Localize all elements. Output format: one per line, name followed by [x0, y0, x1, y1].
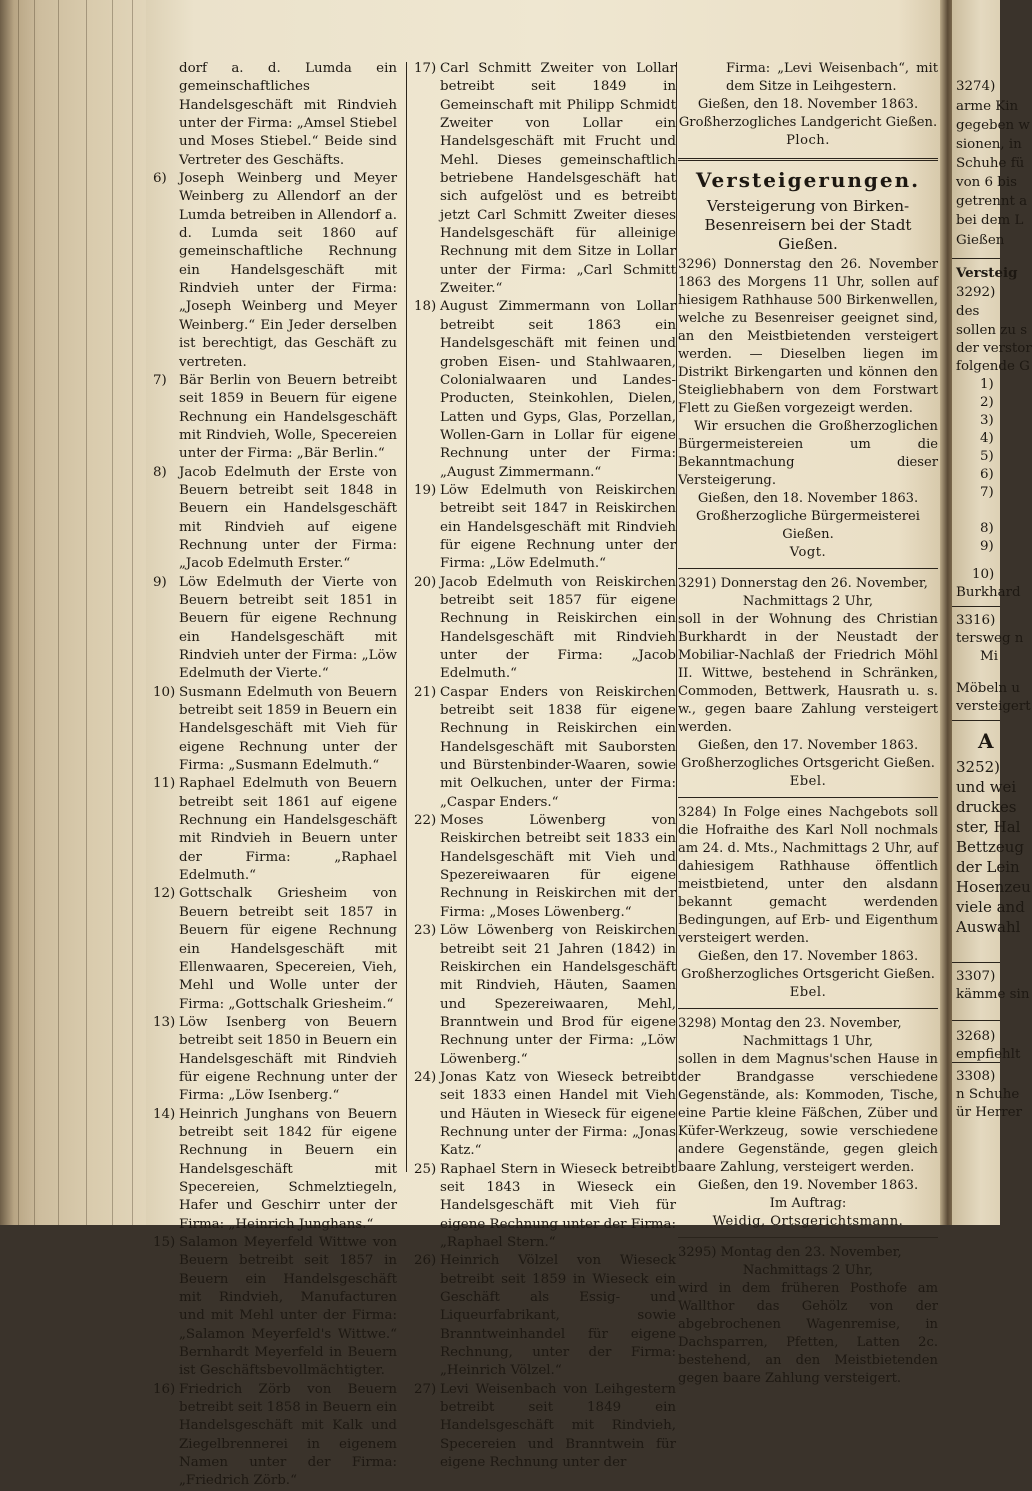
facing-page-line: 3307): [956, 969, 996, 984]
entry-27: 27) Levi Weisenbach von Leihgestern betreibt seit 1849 ein Handelsgeschäft mit Rindvieh, Specereien und Branntwein für eigene Rechnung unter der: [414, 1381, 676, 1471]
entry-15: 15) Salamon Meyerfeld Wittwe von Beuern betreibt seit 1857 in Beuern ein Handelsgeschäft mit Rindvieh, Manufacturen und mit Mehl unter der Firma: „Salamon Meyerfeld's Wittwe.“ Bernhardt Meyerfeld in Beuern ist Geschäftsbevollmächtigter.: [153, 1235, 397, 1379]
notice-divider: [678, 797, 938, 798]
facing-page-line: tersweg n: [956, 631, 1024, 646]
entry-6: 6) Joseph Weinberg und Meyer Weinberg zu Allendorf an der Lumda betreiben in Allendorf a. d. Lumda seit 1860 auf gemeinschaftliche Rechnung ein Handelsgeschäft mit Rindvieh unter der Firma: „Joseph Weinberg und Meyer Weinberg.“ Ein Jeder derselben ist berechtigt, das Geschäft zu vertreten.: [153, 171, 397, 370]
entry-16: 16) Friedrich Zörb von Beuern betreibt seit 1858 in Beuern ein Handelsgeschäft mit Kalk und Ziegelbrennerei in eigenem Namen unter der Firma: „Friedrich Zörb.“: [153, 1381, 397, 1489]
facing-page-line: ür Herrer: [956, 1105, 1023, 1120]
entry-8: 8) Jacob Edelmuth der Erste von Beuern betreibt seit 1848 in Beuern ein Handelsgeschäft mit Rindvieh auf eigene Rechnung unter der Firma: „Jacob Edelmuth Erster.“: [153, 464, 397, 572]
entry-12: 12) Gottschalk Griesheim von Beuern betreibt seit 1857 in Beuern für eigene Rechnung ein Handelsgeschäft mit Ellenwaaren, Specereien, Vieh, Mehl und Wolle unter der Firma: „Gottschalk Griesheim.“: [153, 886, 397, 1012]
facing-page-line: arme Kin: [956, 99, 1019, 114]
notice-3298-head: 3298) Montag den 23. November,: [678, 1016, 902, 1031]
entry-24: 24) Jonas Katz von Wieseck betreibt seit 1833 einen Handel mit Vieh und Häuten in Wieseck für eigene Rechnung unter der Firma: „Jonas Katz.“: [414, 1069, 676, 1159]
facing-page-line: Bettzeug: [956, 838, 1024, 856]
facing-page-line: von 6 bis: [956, 175, 1018, 190]
facing-page-line: 9): [980, 539, 994, 554]
notice-date: Gießen, den 18. November 1863.: [697, 491, 919, 506]
column-divider-1: [406, 62, 407, 1172]
notice-authority: Im Auftrag:: [769, 1196, 847, 1211]
facing-page-line: Möbeln u: [956, 681, 1021, 696]
notice-3291: soll in der Wohnung des Christian Burkhardt in der Neustadt der Mobiliar-Nachlaß der Friedrich Möhl II. Wittwe, bestehend in Schränken, Commoden, Bettwerk, Hausrath u. s. w., gegen baare Zahlung versteigert werden.: [678, 612, 938, 735]
entry-21: 21) Caspar Enders von Reiskirchen betreibt seit 1838 für eigene Rechnung in Reiskirchen ein Handelsgeschäft mit Sauborsten und Bürstenbinder-Waaren, sowie mit Oelkuchen, unter der Firma: „Caspar Enders.“: [414, 684, 676, 810]
notice-date: Gießen, den 17. November 1863.: [697, 949, 919, 964]
facing-page-rule: [952, 962, 1000, 963]
entry-27-continued: Firma: „Levi Weisenbach“, mit dem Sitze in Leihgestern.: [726, 61, 938, 94]
column-divider-2: [676, 62, 677, 1172]
facing-page-line: sollen zu s: [956, 323, 1028, 338]
facing-page-line: Burkhard: [956, 585, 1021, 600]
entry-25: 25) Raphael Stern in Wieseck betreibt seit 1843 in Wieseck ein Handelsgeschäft mit Vieh für eigene Rechnung unter der Firma: „Raphael Stern.“: [414, 1161, 676, 1250]
notice-signature: Ebel.: [789, 985, 827, 1000]
facing-page-rule: [952, 258, 1000, 259]
entry-11: 11) Raphael Edelmuth von Beuern betreibt seit 1861 auf eigene Rechnung ein Handelsgeschäft mit Rindvieh in Beuern unter der Firma: „Raphael Edelmuth.“: [153, 776, 397, 884]
facing-page-line: kämme sin: [956, 987, 1030, 1002]
entry-14: 14) Heinrich Junghans von Beuern betreibt seit 1842 für eigene Rechnung in Beuern ein Handelsgeschäft mit Specereien, Schmelztiegeln, Hafer und Geschirr unter der Firma: „Heinrich Junghans.“: [153, 1106, 397, 1232]
facing-page-fragment: [952, 0, 1032, 1225]
book-left-edge: [0, 0, 150, 1225]
notice-authority: Großherzogliches Ortsgericht Gießen.: [681, 756, 935, 771]
notice-signature: Vogt.: [789, 545, 827, 560]
notice-3296-request: Wir ersuchen die Großherzoglichen Bürgermeistereien um die Bekanntmachung dieser Versteigerung.: [678, 419, 938, 488]
facing-page-line: Gießen: [956, 233, 1005, 248]
notice-authority: Großherzogliche Bürgermeisterei Gießen.: [696, 509, 920, 542]
notice-date: Gießen, den 17. November 1863.: [697, 738, 919, 753]
entry-9: 9) Löw Edelmuth der Vierte von Beuern betreibt seit 1851 in Beuern für eigene Rechnung ein Handelsgeschäft mit Rindvieh unter der Firma: „Löw Edelmuth der Vierte.“: [153, 574, 397, 682]
notice-divider: [678, 1008, 938, 1009]
facing-page-line: 3252): [956, 758, 1001, 776]
facing-page-line: versteigert: [956, 699, 1031, 714]
facing-page-line: bei dem L: [956, 213, 1024, 228]
facing-page-rule: [952, 1020, 1000, 1021]
notice-date: Gießen, den 19. November 1863.: [697, 1178, 919, 1193]
notice-3298-time: Nachmittags 1 Uhr,: [742, 1034, 874, 1049]
notice-3296: 3296) Donnerstag den 26. November 1863 des Morgens 11 Uhr, sollen auf hiesigem Rathhause 500 Birkenwellen, welche zu Besenreiser geeignet sind, an den Meistbietenden versteigert werden. — Dieselben liegen im Distrikt Birkengarten und können den Steigliebhabern von dem Forstwart Flett zu Gießen vorgezeigt werden.: [678, 257, 938, 416]
facing-page-line: 3274): [956, 79, 996, 94]
notice-authority: Großherzogliches Landgericht Gießen.: [678, 115, 938, 130]
entry-20: 20) Jacob Edelmuth von Reiskirchen betreibt seit 1857 für eigene Rechnung in Reiskirchen ein Handelsgeschäft mit Rindvieh unter der Firma: „Jacob Edelmuth.“: [414, 574, 676, 682]
entry-10: 10) Susmann Edelmuth von Beuern betreibt seit 1859 in Beuern ein Handelsgeschäft mit Vieh für eigene Rechnung unter der Firma: „Susmann Edelmuth.“: [153, 684, 397, 774]
facing-page-line: Versteig: [956, 265, 1018, 281]
facing-page-line: 10): [972, 567, 995, 582]
notice-signature: Weidig, Ortsgerichtsmann.: [712, 1214, 904, 1229]
notice-divider: [678, 1237, 938, 1238]
notice-date: Gießen, den 18. November 1863.: [697, 97, 919, 112]
facing-page-line: Schuhe fü: [956, 156, 1025, 171]
facing-page-rule: [952, 720, 1000, 721]
column-2: [414, 60, 676, 1472]
notice-3284: 3284) In Folge eines Nachgebots soll die Hofraithe des Karl Noll nochmals am 24. d. Mts., Nachmittags 2 Uhr, auf dahiesigem Rathhause öffentlich meistbietend, unter den alsdann bekannt gemacht werdenden Bedingungen, auf Erb- und Eigenthum versteigert werden.: [678, 805, 938, 946]
entry-17: 17) Carl Schmitt Zweiter von Lollar betreibt seit 1849 in Gemeinschaft mit Philipp Schmidt Zweiter von Lollar ein Handelsgeschäft mit Frucht und Mehl. Dieses gemeinschaftlich betriebene Handelsgeschäft hat sich aufgelöst und es betreibt jetzt Carl Schmitt Zweiter dieses Handelsgeschäft für alleinige Rechnung mit dem Sitze in Lollar unter der Firma: „Carl Schmitt Zweiter.“: [414, 61, 676, 297]
entry-13: 13) Löw Isenberg von Beuern betreibt seit 1850 in Beuern ein Handelsgeschäft mit Rindvieh für eigene Rechnung unter der Firma: „Löw Isenberg.“: [153, 1014, 397, 1104]
column-1: [153, 60, 397, 1491]
facing-page-line: A: [978, 729, 994, 753]
facing-page-line: der verstor: [956, 341, 1032, 356]
facing-page-line: 5): [980, 449, 994, 464]
facing-page-line: 4): [980, 431, 994, 446]
facing-page-line: n Schuhe: [956, 1087, 1020, 1102]
facing-page-line: 3): [980, 413, 994, 428]
facing-page-rule: [952, 606, 1000, 607]
facing-page-line: getrennt a: [956, 194, 1028, 209]
entry-23: 23) Löw Löwenberg von Reiskirchen betreibt seit 21 Jahren (1842) in Reiskirchen ein Handelsgeschäft mit Rindvieh, Häuten, Saamen und Spezereiwaaren, Mehl, Branntwein und Brod für eigene Rechnung unter der Firma: „Löw Löwenberg.“: [414, 923, 676, 1067]
entry-26: 26) Heinrich Völzel von Wieseck betreibt seit 1859 in Wieseck ein Geschäft als Essig- und Liqueurfabrikant, sowie Branntweinhandel für eigene Rechnung, unter der Firma: „Heinrich Völzel.“: [414, 1253, 676, 1379]
facing-page-rule: [952, 1062, 1000, 1063]
notice-signature: Ebel.: [789, 774, 827, 789]
facing-page-line: 3292): [956, 285, 996, 300]
facing-page-line: Auswahl: [956, 918, 1021, 936]
facing-page-line: der Lein: [956, 858, 1020, 876]
facing-page-line: druckes: [956, 798, 1017, 816]
auction-subheading: Versteigerung von Birken-Besenreisern bei der Stadt Gießen.: [704, 197, 912, 253]
facing-page-line: 3268): [956, 1029, 996, 1044]
notice-authority: Großherzogliches Ortsgericht Gießen.: [681, 967, 935, 982]
notice-3295-head: 3295) Montag den 23. November,: [678, 1245, 902, 1260]
entry-18: 18) August Zimmermann von Lollar betreibt seit 1863 ein Handelsgeschäft mit feinen und groben Eisen- und Stahlwaaren, Colonialwaaren und Landes-Producten, Steinkohlen, Dielen, Latten und Gyps, Glas, Porzellan, Wollen-Garn in Lollar für eigene Rechnung unter der Firma: „August Zimmermann.“: [414, 299, 676, 480]
facing-page-line: folgende G: [956, 359, 1030, 374]
facing-page-line: sionen, in: [956, 137, 1022, 152]
facing-page-line: 8): [980, 521, 994, 536]
facing-page-line: empfiehlt: [956, 1047, 1021, 1062]
facing-page-line: Hosenzeu: [956, 878, 1031, 896]
notice-3291-time: Nachmittags 2 Uhr,: [742, 594, 874, 609]
facing-page-line: viele and: [956, 898, 1025, 916]
facing-page-line: gegeben w: [956, 118, 1030, 133]
facing-page-line: 3316): [956, 613, 996, 628]
notice-3295-time: Nachmittags 2 Uhr,: [742, 1263, 874, 1278]
entry-5-continued: dorf a. d. Lumda ein gemeinschaftliches Handelsgeschäft mit Rindvieh unter der Firma: „Amsel Stiebel und Moses Stiebel.“ Beide sind Vertreter des Geschäfts.: [179, 61, 397, 168]
entry-19: 19) Löw Edelmuth von Reiskirchen betreibt seit 1847 in Reiskirchen ein Handelsgeschäft mit Rindvieh für eigene Rechnung unter der Firma: „Löw Edelmuth.“: [414, 482, 676, 572]
notice-3295: wird in dem früheren Posthofe am Wallthor das Gehölz von der abgebrochenen Wagenremise, in Dachsparren, Pfetten, Latten 2c. bestehend, an den Meistbietenden gegen baare Zahlung versteigert.: [678, 1281, 938, 1386]
notice-divider: [678, 568, 938, 569]
facing-page-line: ster, Hal: [956, 818, 1021, 836]
facing-page-line: des: [956, 304, 980, 319]
notice-signature: Ploch.: [786, 133, 830, 148]
facing-page-line: Mi: [980, 649, 998, 664]
facing-page-line: 2): [980, 395, 994, 410]
notice-3291-head: 3291) Donnerstag den 26. November,: [678, 576, 928, 591]
entry-22: 22) Moses Löwenberg von Reiskirchen betreibt seit 1833 ein Handelsgeschäft mit Vieh und Spezereiwaaren für eigene Rechnung in Reiskirchen mit der Firma: „Moses Löwenberg.“: [414, 813, 676, 920]
facing-page-line: 3308): [956, 1069, 996, 1084]
column-3: [678, 60, 938, 1388]
entry-7: 7) Bär Berlin von Beuern betreibt seit 1859 in Beuern für eigene Rechnung ein Handelsgeschäft mit Rindvieh, Wolle, Specereien unter der Firma: „Bär Berlin.“: [153, 372, 397, 462]
facing-page-line: 7): [980, 485, 994, 500]
section-rule: [678, 158, 938, 161]
facing-page-line: 1): [980, 377, 994, 392]
facing-page-line: und wei: [956, 778, 1017, 796]
section-heading: Versteigerungen.: [695, 168, 921, 192]
notice-3298: sollen in dem Magnus'schen Hause in der Brandgasse verschiedene Gegenstände, als: Kommoden, Tische, eine Partie kleine Fäßchen, Züber und Küfer-Werkzeug, sowie verschiedene andere Gegenstände, gegen gleich baare Zahlung, versteigert werden.: [678, 1052, 938, 1175]
facing-page-line: 6): [980, 467, 994, 482]
